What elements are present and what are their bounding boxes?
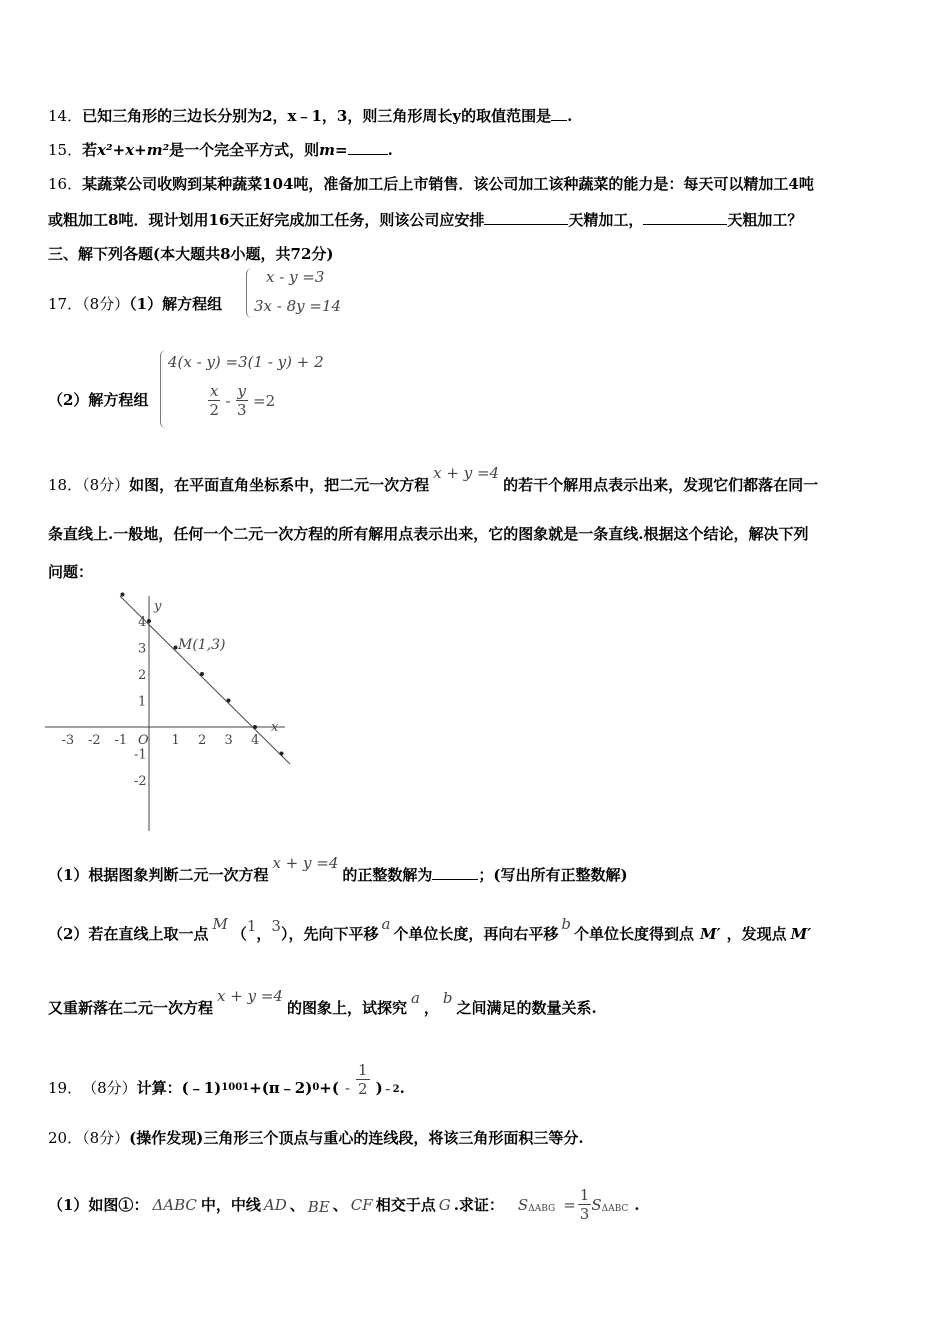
minus-sign: - <box>344 1078 351 1097</box>
expression: ) <box>375 1078 383 1097</box>
equation-rhs: =2 <box>253 391 276 410</box>
x-axis-label: x <box>271 720 279 735</box>
question-18-line-1 <box>48 464 819 495</box>
y-tick-label: -1 <box>134 747 147 763</box>
question-text: ；(写出所有正整数解) <box>478 866 628 884</box>
equation: x + y =4 <box>217 987 283 1005</box>
area-symbol: S <box>517 1195 529 1214</box>
question-text: (操作发现)三角形三个顶点与重心的连线段，将该三角形面积三等分. <box>129 1129 584 1147</box>
question-17-part-2 <box>48 389 148 410</box>
question-text: 个单位长度得到点 <box>574 925 695 943</box>
period: . <box>634 1195 640 1214</box>
median-be: BE <box>307 1197 330 1216</box>
y-tick-label: -2 <box>134 774 147 789</box>
question-18-line-2: 条直线上.一般地，任何一个二元一次方程的所有解用点表示出来，它的图象就是一条直线.根据这个结论，解决下列 <box>48 525 809 543</box>
equation: x + y =4 <box>272 854 339 872</box>
solution-point <box>174 646 178 650</box>
expression: 计算：(﹣1) <box>136 1079 222 1097</box>
question-14 <box>48 105 572 126</box>
x-tick-label: 1 <box>171 733 180 748</box>
period: . <box>399 1078 405 1097</box>
x-tick-label: -3 <box>61 733 75 748</box>
solution-point <box>253 725 257 729</box>
answer-blank <box>643 210 727 225</box>
score: （8分） <box>82 1129 130 1147</box>
y-tick-label: 3 <box>138 641 147 657</box>
point-m: M <box>212 915 228 933</box>
x-tick-label: 2 <box>198 733 207 748</box>
fraction-one-half: $\frac{1}{2}$ <box>358 1061 368 1098</box>
minus-sign: - <box>225 391 231 410</box>
equation-1b: 3x - 8y =14 <box>254 297 342 315</box>
question-18-part-2-cont <box>48 987 597 1018</box>
question-text: 天粗加工？ <box>727 211 803 229</box>
question-number: 16． <box>48 175 83 193</box>
answer-blank <box>432 865 478 880</box>
area-symbol: S <box>591 1195 602 1214</box>
question-number: 20． <box>48 1129 83 1147</box>
coord-y: 3 <box>271 917 281 935</box>
question-text: 或粗加工8吨．现计划用16天正好完成加工任务，则该公司应安排 <box>48 211 485 229</box>
point-g: G <box>438 1195 451 1214</box>
x-tick-label: -1 <box>114 733 128 748</box>
separator: 、 <box>332 1196 348 1214</box>
y-axis-label: y <box>154 599 162 614</box>
question-text: 个单位长度，再向右平移 <box>393 925 559 943</box>
fraction-one-third: $\frac{1}{3}$ <box>579 1186 590 1223</box>
comma: ， <box>423 999 439 1017</box>
question-text: .求证： <box>453 1196 504 1214</box>
question-20-part-1 <box>48 1186 640 1223</box>
point-m-prime: M′ <box>700 925 721 943</box>
variable: m= <box>319 141 348 159</box>
question-text: （1）解方程组 <box>129 295 223 313</box>
question-text: 中，中线 <box>200 1196 261 1214</box>
answer-blank <box>484 210 568 225</box>
question-19 <box>48 1061 405 1106</box>
equals-sign: = <box>563 1195 576 1214</box>
equation-1a: x - y =3 <box>266 268 325 286</box>
point-m-label: M(1,3) <box>178 637 226 653</box>
period: . <box>387 141 393 159</box>
question-text: 相交于点 <box>375 1196 436 1214</box>
question-text: 之间满足的数量关系. <box>456 999 597 1017</box>
period: . <box>567 107 573 125</box>
equation: x + y =4 <box>433 464 500 482</box>
question-17-part-1 <box>48 293 222 314</box>
expression: +( <box>319 1078 339 1097</box>
question-text: （2）若在直线上取一点 <box>48 925 209 943</box>
question-text: （2）解方程组 <box>48 391 149 409</box>
question-text: 某蔬菜公司收购到某种蔬菜104吨，准备加工后上市销售．该公司加工该种蔬菜的能力是：每天可以精加工4吨 <box>82 175 814 193</box>
y-tick-label: 1 <box>138 694 147 710</box>
y-tick-label: 4 <box>138 615 147 630</box>
x-tick-label: -2 <box>88 733 101 748</box>
median-ad: AD <box>263 1195 287 1214</box>
solution-point <box>227 699 231 703</box>
solution-point <box>121 593 125 597</box>
question-text: 已知三角形的三边长分别为2，x﹣1，3，则三角形周长y的取值范围是 <box>82 107 552 125</box>
equation-brace <box>160 350 167 428</box>
y-tick-label: 2 <box>138 668 147 683</box>
question-number: 17． <box>48 295 83 313</box>
equation-brace <box>246 268 253 318</box>
question-text: 又重新落在二元一次方程 <box>48 999 214 1017</box>
comma: ， <box>256 925 272 943</box>
question-16-line-1 <box>48 173 814 194</box>
question-text: 是一个完全平方式，则 <box>169 141 320 159</box>
question-text: 天精加工， <box>568 211 644 229</box>
equation-2b <box>208 382 275 419</box>
area-equation <box>518 1186 628 1223</box>
fraction-x-over-2: $\frac{x}{2}$ <box>209 382 219 419</box>
score: （8分） <box>82 1079 137 1097</box>
solution-point <box>147 619 151 623</box>
solution-point <box>200 672 204 676</box>
fraction-y-over-3: $\frac{y}{3}$ <box>237 382 247 419</box>
question-18-part-1 <box>48 854 628 885</box>
exponent: ﹣2 <box>382 1084 400 1095</box>
question-text: ，发现点 <box>726 925 787 943</box>
expression: +(π﹣2) <box>249 1079 313 1097</box>
question-18-part-2 <box>48 915 812 944</box>
question-text: 若 <box>82 141 98 159</box>
answer-blank <box>348 140 388 155</box>
answer-blank <box>551 106 567 121</box>
score: （8分） <box>82 295 130 313</box>
score: （8分） <box>82 476 130 494</box>
question-text: （1）根据图象判断二元一次方程 <box>48 866 269 884</box>
triangle-abc: ΔABC <box>152 1195 197 1214</box>
point-m-prime: M′ <box>790 925 812 943</box>
question-text: 的若干个解用点表示出来，发现它们都落在同一 <box>503 476 819 494</box>
exponent: 1001 <box>221 1082 250 1093</box>
question-text: 的图象上，试探究 <box>286 999 407 1017</box>
variable-b: b <box>561 915 572 933</box>
area-subscript: ΔABG <box>528 1203 556 1214</box>
expression: x²+x+m² <box>97 141 170 159</box>
question-number: 14． <box>48 107 83 125</box>
solution-point <box>280 752 284 756</box>
x-tick-label: 4 <box>251 733 260 748</box>
exponent: 0 <box>312 1082 320 1093</box>
equation-2a: 4(x - y) =3(1 - y) + 2 <box>168 353 324 371</box>
question-text: ），先向下平移 <box>280 925 379 943</box>
question-16-line-2 <box>48 209 802 230</box>
variable-a: a <box>381 915 391 933</box>
question-15 <box>48 139 393 160</box>
coordinate-graph <box>40 586 310 836</box>
section-heading: 三、解下列各题(本大题共8小题，共72分) <box>48 245 334 263</box>
question-number: 18． <box>48 476 83 494</box>
question-number: 15． <box>48 141 83 159</box>
separator: 、 <box>289 1196 305 1214</box>
paren: （ <box>231 925 247 943</box>
x-tick-label: 3 <box>224 733 233 748</box>
question-18-line-3: 问题： <box>48 563 94 581</box>
variable-a: a <box>410 989 420 1007</box>
question-text: （1）如图①： <box>48 1196 149 1214</box>
median-cf: CF <box>350 1195 373 1214</box>
coord-x: 1 <box>246 917 257 935</box>
question-20 <box>48 1127 584 1148</box>
question-number: 19． <box>48 1079 83 1097</box>
question-text: 如图，在平面直角坐标系中，把二元一次方程 <box>129 476 430 494</box>
area-subscript: ΔABC <box>601 1203 629 1214</box>
origin-label: O <box>138 733 149 748</box>
variable-b: b <box>442 989 453 1007</box>
question-text: 的正整数解为 <box>342 866 433 884</box>
